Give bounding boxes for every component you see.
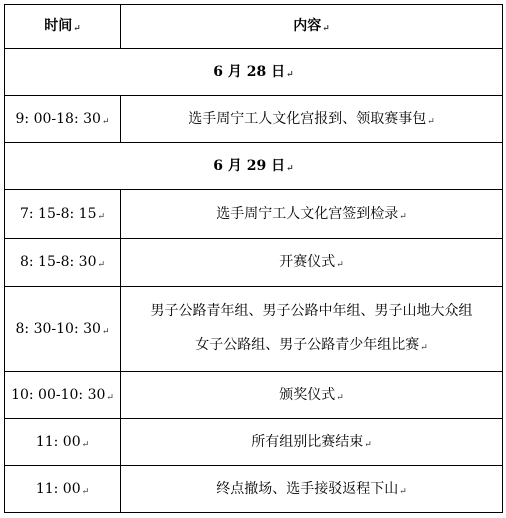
paragraph-mark-icon: ↵ [399, 486, 407, 497]
time-value: 7: 15-8: 15 [19, 205, 97, 222]
paragraph-mark-icon: ↵ [427, 116, 435, 127]
content-text: 男子公路青年组、男子公路中年组、男子山地大众组 [150, 302, 473, 319]
time-cell [5, 466, 121, 513]
time-value: 10: 00-10: 30 [11, 386, 106, 403]
schedule-table [4, 4, 503, 513]
paragraph-mark-icon: ↵ [101, 326, 110, 337]
table-row [5, 372, 503, 419]
content-cell [121, 372, 503, 419]
time-cell [5, 372, 121, 419]
time-cell [5, 239, 121, 287]
table-row [5, 190, 503, 239]
paragraph-mark-icon: ↵ [286, 163, 294, 174]
time-value: 11: 00 [35, 433, 81, 450]
content-text: 选手周宁工人文化宫报到、领取赛事包 [188, 110, 427, 127]
time-value: 9: 00-18: 30 [15, 110, 101, 127]
time-cell [5, 419, 121, 466]
content-text: 颁奖仪式 [279, 386, 336, 403]
content-line [121, 294, 502, 328]
content-cell [121, 190, 503, 239]
content-text: 终点撤场、选手接驳返程下山 [216, 480, 399, 497]
date-row [5, 49, 503, 96]
paragraph-mark-icon: ↵ [399, 211, 407, 222]
content-text: 女子公路组、男子公路青少年组比赛 [195, 336, 420, 353]
table-row [5, 96, 503, 143]
content-cell [121, 96, 503, 143]
table-row [5, 466, 503, 513]
paragraph-mark-icon: ↵ [81, 439, 90, 450]
table-row [5, 239, 503, 287]
content-cell [121, 419, 503, 466]
paragraph-mark-icon: ↵ [322, 24, 330, 35]
date-cell [5, 143, 503, 190]
paragraph-mark-icon: ↵ [97, 211, 106, 222]
paragraph-mark-icon: ↵ [81, 486, 90, 497]
paragraph-mark-icon: ↵ [364, 439, 372, 450]
date-label: 6 月 29 日 [213, 157, 286, 174]
content-text: 开赛仪式 [279, 254, 336, 271]
paragraph-mark-icon: ↵ [97, 260, 106, 271]
date-label: 6 月 28 日 [213, 63, 286, 80]
content-text: 选手周宁工人文化宫签到检录 [216, 205, 399, 222]
paragraph-mark-icon: ↵ [73, 24, 81, 35]
paragraph-mark-icon: ↵ [286, 69, 294, 80]
paragraph-mark-icon: ↵ [101, 116, 110, 127]
header-content-cell [121, 5, 503, 49]
time-value: 8: 30-10: 30 [15, 320, 101, 337]
header-row [5, 5, 503, 49]
date-row [5, 143, 503, 190]
header-content-label: 内容 [293, 18, 322, 35]
time-value: 8: 15-8: 30 [19, 254, 97, 271]
time-value: 11: 00 [35, 480, 81, 497]
content-line [121, 328, 502, 365]
time-cell [5, 287, 121, 372]
paragraph-mark-icon: ↵ [336, 260, 344, 271]
time-cell [5, 96, 121, 143]
header-time-cell [5, 5, 121, 49]
content-cell [121, 466, 503, 513]
content-cell [121, 239, 503, 287]
table-row [5, 419, 503, 466]
time-cell [5, 190, 121, 239]
paragraph-mark-icon: ↵ [420, 342, 428, 353]
content-text: 所有组别比赛结束 [251, 433, 364, 450]
table-row [5, 287, 503, 372]
header-time-label: 时间 [44, 18, 73, 35]
date-cell [5, 49, 503, 96]
content-cell [121, 287, 503, 372]
paragraph-mark-icon: ↵ [106, 392, 114, 403]
paragraph-mark-icon: ↵ [336, 392, 344, 403]
